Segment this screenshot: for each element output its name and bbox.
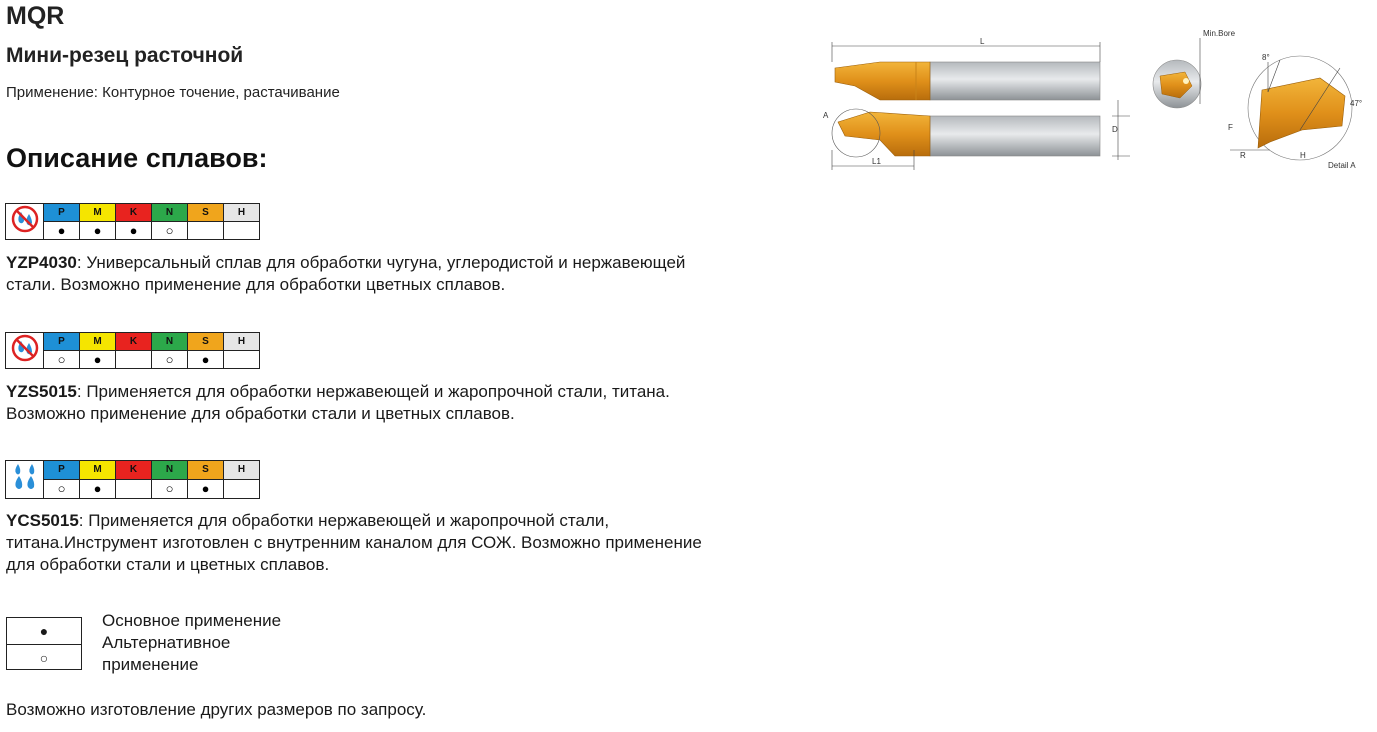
coolant-icon: [6, 461, 44, 499]
dim-min-bore-label: Min.Bore: [1203, 29, 1236, 38]
mark-h: [224, 351, 260, 369]
mark-m: ●: [80, 351, 116, 369]
dim-r-label: R: [1240, 151, 1246, 160]
mark-s: ●: [188, 351, 224, 369]
grade-text: : Применяется для обработки нержавеющей и жаропрочной стали, титана.Инструмент изготовлен с внутренним каналом для СОЖ. Возможно применение для обработки стали и цветных сплавов.: [6, 511, 702, 574]
product-subtitle: Мини-резец расточной: [6, 44, 244, 67]
legend-primary-label: Основное применение: [102, 611, 282, 630]
legend-box: [6, 617, 82, 670]
material-k: K: [116, 461, 152, 480]
grade-text: : Применяется для обработки нержавеющей и жаропрочной стали, титана. Возможно применение для обработки стали и цветных сплавов.: [6, 382, 670, 423]
product-code: MQR: [6, 2, 65, 30]
tool-top-view: [835, 62, 1100, 100]
no-coolant-icon: [6, 333, 44, 369]
dim-f-label: F: [1228, 123, 1233, 132]
material-p: P: [44, 204, 80, 222]
material-p: P: [44, 461, 80, 480]
mark-h: [224, 480, 260, 499]
mark-k: [116, 480, 152, 499]
dim-l-label: L: [980, 37, 985, 46]
material-n: N: [152, 461, 188, 480]
footer-note: Возможно изготовление других размеров по запросу.: [6, 700, 427, 719]
material-n: N: [152, 333, 188, 351]
legend-primary-symbol: ●: [39, 623, 49, 639]
mark-p: ○: [44, 480, 80, 499]
material-m: M: [80, 333, 116, 351]
legend-alternative-label-1: Альтернативное: [102, 633, 231, 652]
grade-name: YZS5015: [6, 382, 77, 401]
detail-a-label: Detail A: [1328, 161, 1356, 170]
legend-alternative-symbol: ○: [7, 644, 81, 671]
no-coolant-icon: [6, 204, 44, 240]
mark-s: ●: [188, 480, 224, 499]
angle-47-label: 47°: [1350, 99, 1363, 108]
mark-n: ○: [152, 351, 188, 369]
material-k: K: [116, 333, 152, 351]
material-p: P: [44, 333, 80, 351]
mark-k: [116, 351, 152, 369]
tool-end-view: [1153, 60, 1201, 108]
mark-m: ●: [80, 480, 116, 499]
mark-k: ●: [116, 222, 152, 240]
dim-l1-label: L1: [872, 157, 881, 166]
grade-description-yzp4030: [6, 252, 706, 296]
grade-table-ycs5015: [5, 460, 260, 499]
tool-side-view: [832, 109, 1100, 157]
grade-description-ycs5015: [6, 510, 706, 576]
grade-name: YCS5015: [6, 511, 79, 530]
material-k: K: [116, 204, 152, 222]
material-h: H: [224, 204, 260, 222]
grade-description-yzs5015: [6, 381, 706, 425]
tool-detail-a: [1230, 56, 1352, 160]
mark-p: ●: [44, 222, 80, 240]
mark-s: [188, 222, 224, 240]
legend-alternative-label-2: применение: [102, 655, 199, 674]
mark-m: ●: [80, 222, 116, 240]
material-m: M: [80, 204, 116, 222]
grade-name: YZP4030: [6, 253, 77, 272]
mark-n: ○: [152, 222, 188, 240]
mark-h: [224, 222, 260, 240]
tool-drawing: [0, 0, 1377, 200]
mark-p: ○: [44, 351, 80, 369]
section-title: Описание сплавов:: [6, 143, 268, 173]
grade-table-yzp4030: [5, 203, 260, 240]
angle-8-label: 8°: [1262, 53, 1270, 62]
grade-text: : Универсальный сплав для обработки чугуна, углеродистой и нержавеющей стали. Возможно применение для обработки цветных сплавов.: [6, 253, 686, 294]
dim-d-label: D: [1112, 125, 1118, 134]
mark-n: ○: [152, 480, 188, 499]
material-n: N: [152, 204, 188, 222]
grade-table-yzs5015: [5, 332, 260, 369]
product-usage: Применение: Контурное точение, растачивание: [6, 84, 340, 101]
material-h: H: [224, 461, 260, 480]
material-h: H: [224, 333, 260, 351]
material-s: S: [188, 204, 224, 222]
material-s: S: [188, 333, 224, 351]
dim-h-label: H: [1300, 151, 1306, 160]
detail-a-marker: A: [823, 111, 829, 120]
material-m: M: [80, 461, 116, 480]
material-s: S: [188, 461, 224, 480]
